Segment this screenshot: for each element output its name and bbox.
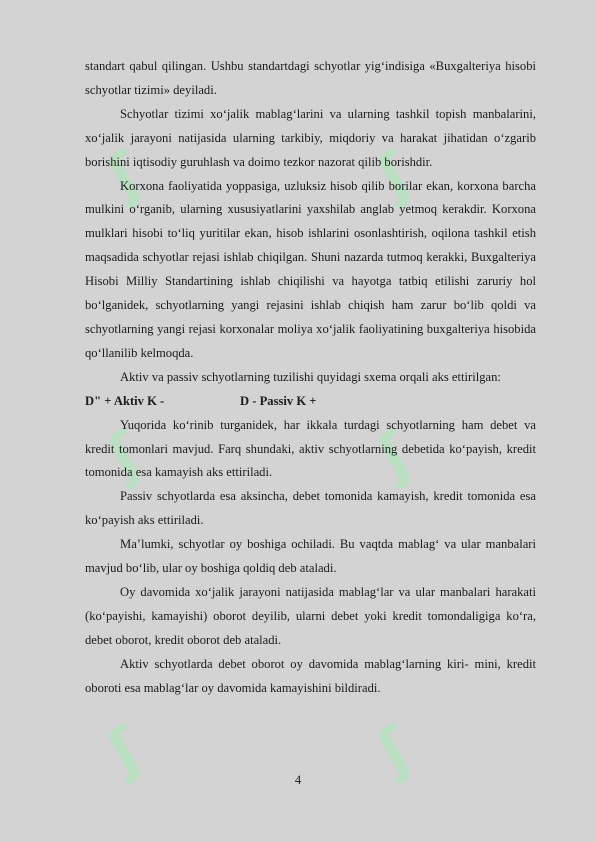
paragraph-8: Oy davomida xo‘jalik jarayoni natijasida mablag‘lar va ular manbalari harakati (ko‘payishi, kamayishi) oborot deyilib, ularni debet yoki kredit tomondaligiga ko‘ra, debet oborot, kredit oborot deb ataladi. xyxy=(85,584,536,647)
paragraph-1: standart qabul qilingan. Ushbu standartdagi schyotlar yig‘indisiga «Buxgalteriya hisobi schyotlar tizimi» deyiladi. xyxy=(85,59,536,97)
paragraph-6: Passiv schyotlarda esa aksincha, debet tomonida kamayish, kredit tomonida esa ko‘payish aks ettiriladi. xyxy=(85,489,536,528)
account-scheme xyxy=(85,390,536,414)
paragraph-5: Yuqorida ko‘rinib turganidek, har ikkala turdagi schyotlarning ham debet va kredit tomonlari mavjud. Farq shundaki, aktiv schyotlarning debetida ko‘payish, kredit tomonida esa kamayish aks ettiriladi. xyxy=(85,417,536,480)
paragraph-3: Korxona faoliyatida yoppasiga, uzluksiz hisob qilib borilar ekan, korxona barcha mulkini o‘rganib, ularning xususiyatlarini yaxshilab anglab yetmoq kerakdir. Korxona mulklari hisobi to‘liq yuritilar ekan, hisob ishlarini osonlashtirish, oqilona tashkil etish maqsadida schyotlar rejasi ishlab chiqilgan. Shuni nazarda tutmoq kerakki, Buxgalteriya Hisobi Milliy Standartining ishlab chiqilishi va hayotga tatbiq etilishi zaruriy hol bo‘lganidek, schyotlarning yangi rejasini ishlab chiqish ham zarur bo‘lib qoldi va schyotlarning yangi rejasi korxonalar moliya xo‘jalik faoliyatining buxgalteriya hisobida qo‘llanilib kelmoqda. xyxy=(85,178,536,360)
watermark-logo-icon: ʃ xyxy=(96,419,152,491)
paragraph-2: Schyotlar tizimi xo‘jalik mablag‘larini va ularning tashkil topish manbalarini, xo‘jalik jarayoni natijasida ularning tarkibiy, miqdoriy va harakat jihatidan o‘zgarib borishini iqtisodiy guruhlash va doimo tezkor nazorat qilib borishdir. xyxy=(85,106,536,169)
watermark-logo-icon: ʃ xyxy=(96,714,152,786)
page-number: 4 xyxy=(294,773,302,787)
paragraph-4: Aktiv va passiv schyotlarning tuzilishi quyidagi sxema orqali aks ettirilgan: xyxy=(120,369,501,384)
watermark-logo-icon: ʃ xyxy=(366,139,422,211)
watermark-logo-icon: ʃ xyxy=(366,714,422,786)
paragraph-7: Ma’lumki, schyotlar oy boshiga ochiladi. Bu vaqtda mablag‘ va ular manbalari mavjud bo‘lib, ular oy boshiga qoldiq deb ataladi. xyxy=(85,537,536,576)
document-body xyxy=(85,55,536,700)
watermark-logo-icon: ʃ xyxy=(96,139,152,211)
passive-account-formula: D - Passiv K + xyxy=(240,393,317,408)
paragraph-9: Aktiv schyotlarda debet oborot oy davomida mablag‘larning kiri- mini, kredit oboroti esa mablag‘lar oy davomida kamayishini bildiradi. xyxy=(85,656,536,695)
active-account-formula: D" + Aktiv K - xyxy=(85,393,165,408)
watermark-logo-icon: ʃ xyxy=(366,419,422,491)
